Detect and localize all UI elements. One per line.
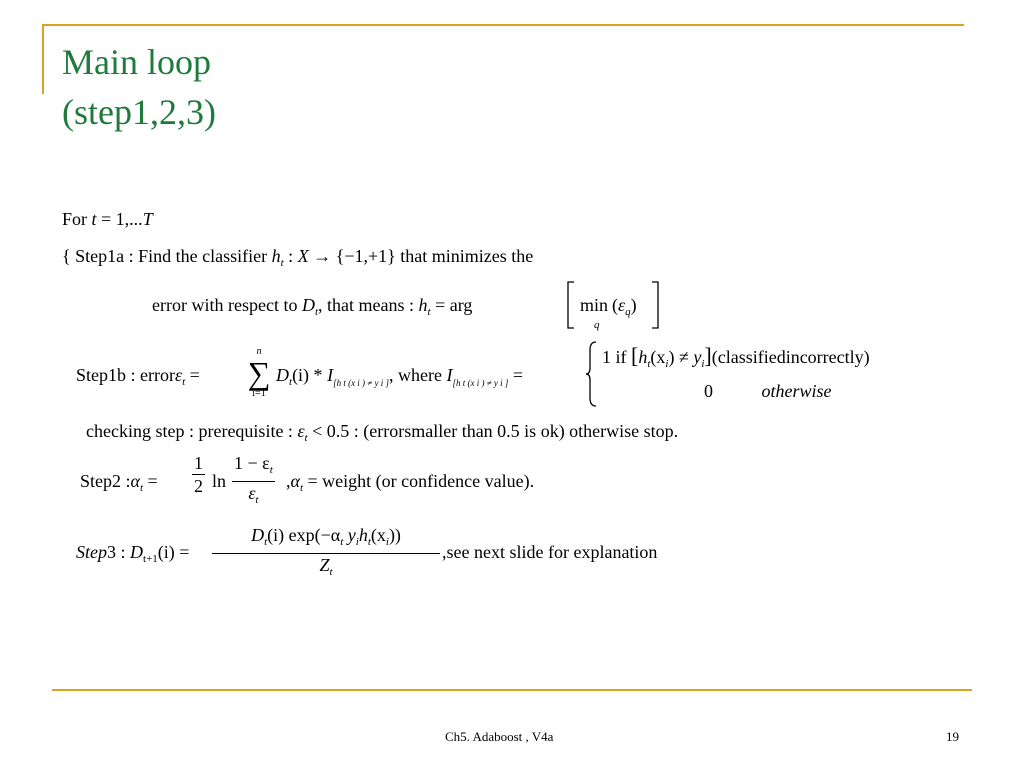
cases-brace xyxy=(584,340,598,408)
step3-rhs: ,see next slide for explanation xyxy=(442,542,658,562)
argmin-paren: $(\varepsilon_q)$ xyxy=(612,295,637,318)
half-denominator: 2 xyxy=(194,476,203,496)
sum-lower: i=1 xyxy=(252,388,266,399)
case-2: 0 otherwise xyxy=(704,381,832,401)
step2-fraction xyxy=(232,452,275,511)
sum-upper: n xyxy=(256,346,262,357)
top-rule xyxy=(42,24,964,26)
slide-title-line1: Main loop xyxy=(62,42,211,82)
step3-fraction xyxy=(212,524,440,583)
error-line: error with respect to $D_t$, that means : $h_t$ = arg xyxy=(152,295,473,318)
step2-half xyxy=(192,452,205,497)
page-number: 19 xyxy=(946,729,959,744)
argmin-min: min xyxy=(580,295,609,315)
step1b-line: Step1b : errorε$_t$ = xyxy=(76,365,200,388)
step3-lhs: Step3 : $D_{t+1}(i)$ = xyxy=(76,542,190,565)
for-line: For t = 1,...T xyxy=(62,209,153,229)
step3-numerator: $D_t(i)$ $\exp(-\alpha_t$ $y_ih_t(x_i)$) xyxy=(212,524,440,554)
step2-denominator: $\varepsilon_t$ xyxy=(248,483,259,506)
left-brace-icon xyxy=(584,340,598,408)
summation xyxy=(244,346,274,406)
step1b-rhs: $D_t(i) * I_{[h t (x i ) \ne y i ]}$, where $I_{[h t (x i ) \ne y i ]}$ = xyxy=(276,365,524,388)
half-numerator: 1 xyxy=(194,453,203,473)
checking-line: checking step : prerequisite : $\varepsilon_t < 0.5$ : (errorsmaller than 0.5 is ok) otherwise stop. xyxy=(86,421,679,444)
case-1: 1 if [$h_t(x_i)$ ≠ $y_i](classifiedincorrectly)$ xyxy=(602,343,870,370)
step2-rhs: $,\alpha_t$ = weight (or confidence value). xyxy=(286,471,535,494)
left-rule xyxy=(42,24,44,94)
step2-lhs: Step2 $:\alpha_t$ = xyxy=(80,471,158,494)
footer-text: Ch5. Adaboost , V4a xyxy=(445,729,554,744)
slide-title-line2: (step1,2,3) xyxy=(62,92,216,132)
argmin-q: q xyxy=(594,319,600,331)
step2-ln: ln xyxy=(212,471,227,491)
step2-numerator: $1 - \varepsilon_t$ xyxy=(232,452,275,482)
step1a-line: { Step1a : Find the classifier $h_t$ : X → {−1,+1} that minimizes the xyxy=(62,246,534,269)
argmin-bracket xyxy=(566,280,662,330)
sum-symbol: ∑ xyxy=(247,355,271,391)
step3-denominator: $Z_t$ xyxy=(319,555,333,578)
bottom-rule xyxy=(52,689,972,691)
